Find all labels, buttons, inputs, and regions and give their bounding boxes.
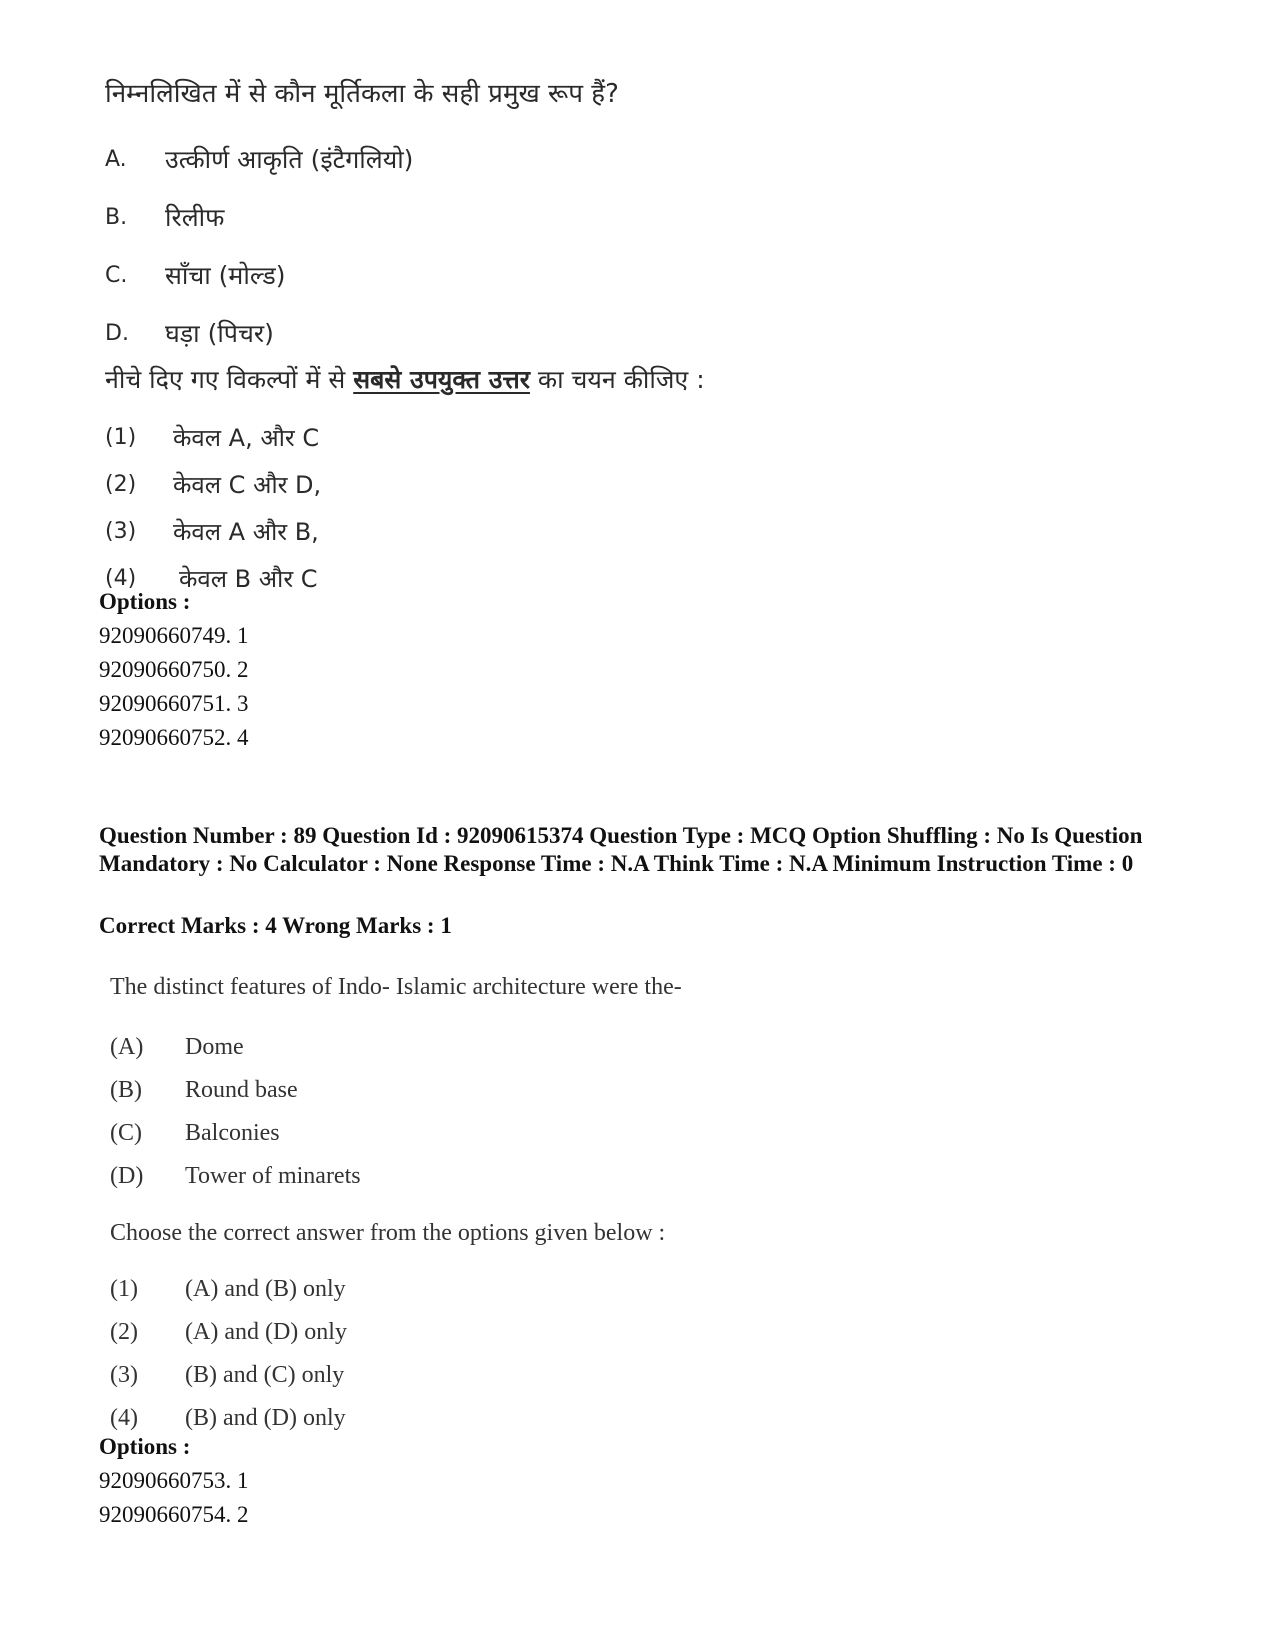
- instruction-prefix: नीचे दिए गए विकल्पों में से: [105, 365, 354, 394]
- statement-text: घड़ा (पिचर): [165, 319, 274, 348]
- q89-question-text: The distinct features of Indo- Islamic architecture were the-: [110, 974, 682, 1000]
- statement-letter: A.: [105, 146, 127, 172]
- answer-choice: [105, 508, 825, 555]
- q89-statement: [110, 1026, 361, 1069]
- answer-choice: [110, 1311, 347, 1354]
- q88-statement: [105, 246, 825, 304]
- statement-letter: (B): [110, 1077, 142, 1103]
- q89-statement: [110, 1155, 361, 1198]
- statement-text: Dome: [185, 1034, 244, 1060]
- q88-statement: [105, 304, 825, 362]
- q88-statement: [105, 188, 825, 246]
- answer-choice: [110, 1354, 347, 1397]
- q89-metadata: Question Number : 89 Question Id : 92090615374 Question Type : MCQ Option Shuffling : No Is Question Mandatory : No Calculator : None Response Time : N.A Think Time : N.A Minimum Instruction Time : 0: [99, 823, 1143, 876]
- choice-text: (B) and (D) only: [185, 1405, 346, 1431]
- instruction-suffix: का चयन कीजिए :: [529, 365, 705, 394]
- q88-statement-list: [105, 130, 825, 362]
- option-id: 92090660749. 1: [99, 623, 249, 648]
- choice-number: (4): [105, 566, 137, 591]
- q89-marks: Correct Marks : 4 Wrong Marks : 1: [99, 913, 452, 938]
- q89-options: [99, 1430, 249, 1532]
- instruction-emphasis: सबसे उपयुक्त उत्तर: [353, 365, 530, 394]
- statement-letter: (A): [110, 1034, 144, 1060]
- q88-statement: [105, 130, 825, 188]
- statement-text: Tower of minarets: [185, 1163, 361, 1189]
- statement-text: Round base: [185, 1077, 298, 1103]
- statement-text: रिलीफ: [165, 203, 225, 232]
- choice-number: (2): [110, 1319, 138, 1345]
- choice-number: (2): [105, 472, 137, 497]
- q88-question-text: निम्नलिखित में से कौन मूर्तिकला के सही प्रमुख रूप हैं?: [105, 79, 619, 109]
- options-label: Options :: [99, 589, 191, 614]
- q88-answer-choices: [105, 414, 825, 602]
- option-id: 92090660751. 3: [99, 691, 249, 716]
- q89-instruction: Choose the correct answer from the options given below :: [110, 1220, 666, 1246]
- choice-text: (A) and (B) only: [185, 1276, 346, 1302]
- choice-number: (1): [105, 425, 137, 450]
- choice-text: (B) and (C) only: [185, 1362, 345, 1388]
- statement-letter: (C): [110, 1120, 142, 1146]
- option-id: 92090660753. 1: [99, 1468, 249, 1493]
- option-id: 92090660754. 2: [99, 1502, 249, 1527]
- q89-statement-list: [110, 1026, 361, 1198]
- q88-options: [99, 585, 249, 755]
- choice-text: केवल A, और C: [173, 424, 320, 452]
- choice-text: केवल A और B,: [173, 518, 319, 546]
- statement-letter: B.: [105, 204, 128, 230]
- statement-letter: C.: [105, 262, 128, 288]
- choice-number: (3): [110, 1362, 138, 1388]
- q88-instruction: [105, 362, 825, 398]
- options-label: Options :: [99, 1434, 191, 1459]
- q89-statement: [110, 1112, 361, 1155]
- q89-answer-choices: [110, 1268, 347, 1440]
- q89-statement: [110, 1069, 361, 1112]
- option-id: 92090660750. 2: [99, 657, 249, 682]
- choice-number: (1): [110, 1276, 138, 1302]
- choice-text: (A) and (D) only: [185, 1319, 347, 1345]
- answer-choice: [105, 414, 825, 461]
- answer-choice: [110, 1268, 347, 1311]
- choice-text: केवल B और C: [179, 565, 318, 593]
- choice-number: (4): [110, 1405, 138, 1431]
- option-id: 92090660752. 4: [99, 725, 249, 750]
- statement-text: उत्कीर्ण आकृति (इंटैगलियो): [165, 145, 414, 174]
- statement-text: Balconies: [185, 1120, 280, 1146]
- statement-letter: (D): [110, 1163, 144, 1189]
- answer-choice: [105, 461, 825, 508]
- choice-text: केवल C और D,: [173, 471, 322, 499]
- choice-number: (3): [105, 519, 137, 544]
- statement-text: साँचा (मोल्ड): [165, 261, 286, 290]
- statement-letter: D.: [105, 320, 129, 346]
